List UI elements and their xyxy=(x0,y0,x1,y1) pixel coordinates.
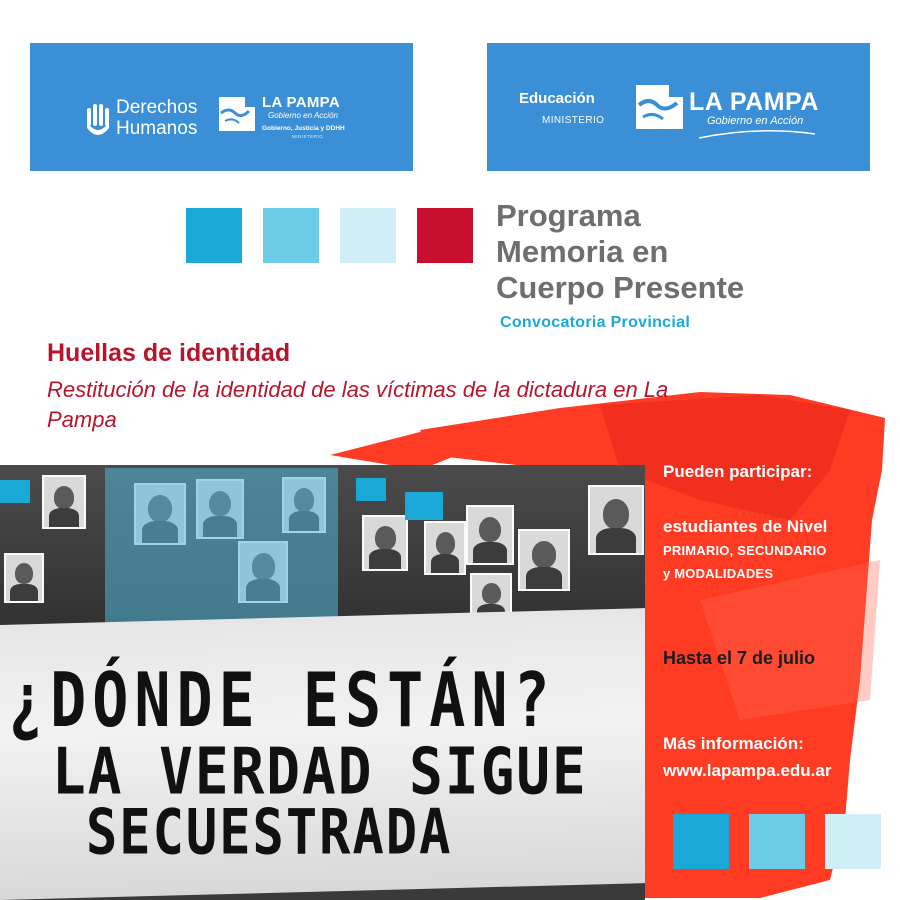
la-pampa-title: LA PAMPA xyxy=(689,88,819,116)
portrait-sign xyxy=(588,485,644,555)
program-title-line3: Cuerpo Presente xyxy=(496,270,745,305)
participants-heading: Pueden participar: xyxy=(663,462,813,481)
banner-text-line3: SECUESTRADA xyxy=(86,797,453,869)
participants-levels: PRIMARIO, SECUNDARIO xyxy=(663,543,827,558)
banner-text-line2: LA VERDAD SIGUE xyxy=(52,735,588,810)
hands-icon xyxy=(85,102,111,136)
mini-square-blue xyxy=(405,492,443,520)
portrait-sign xyxy=(362,515,408,571)
ministry-name: Gobierno, Justicia y DDHH xyxy=(262,125,345,132)
portrait-sign xyxy=(42,475,86,529)
la-pampa-subtitle: Gobierno en Acción xyxy=(268,111,338,120)
ministerio-label: MINISTERIO xyxy=(542,115,605,126)
theme-title: Huellas de identidad xyxy=(47,339,291,367)
ministry-label: MINISTERIO xyxy=(292,134,324,139)
la-pampa-map-icon xyxy=(631,79,689,135)
square-dark-blue xyxy=(186,208,242,263)
portrait-sign xyxy=(518,529,570,591)
mini-square-blue xyxy=(0,480,30,503)
la-pampa-subtitle: Gobierno en Acción xyxy=(707,115,804,127)
educacion-banner xyxy=(487,43,870,171)
banner-text-line1: ¿DÓNDE ESTÁN? xyxy=(8,657,556,745)
portrait-sign xyxy=(466,505,514,565)
la-pampa-map-icon xyxy=(215,93,259,135)
square-light-blue xyxy=(825,814,881,869)
program-title-line2: Memoria en xyxy=(496,234,669,269)
square-dark-blue xyxy=(673,814,729,869)
more-info-label: Más información: xyxy=(663,734,804,753)
portrait-sign xyxy=(424,521,466,575)
swoosh-icon xyxy=(697,128,817,140)
portrait-sign xyxy=(4,553,44,603)
website-link[interactable]: www.lapampa.edu.ar xyxy=(663,761,832,780)
mini-square-blue xyxy=(356,478,386,501)
square-light-blue xyxy=(340,208,396,263)
derechos-humanos-logo-text: Derechos Humanos xyxy=(116,97,198,139)
square-red xyxy=(417,208,473,263)
educacion-title: Educación xyxy=(519,90,595,107)
blue-overlay xyxy=(105,468,338,631)
participants-students: estudiantes de Nivel xyxy=(663,517,828,536)
convocatoria-label: Convocatoria Provincial xyxy=(500,314,691,331)
theme-subtitle: Restitución de la identidad de las víctimas de la dictadura en La Pampa xyxy=(47,377,669,432)
protest-photo xyxy=(0,465,645,900)
square-mid-blue xyxy=(263,208,319,263)
la-pampa-title: LA PAMPA xyxy=(262,94,340,111)
deadline: Hasta el 7 de julio xyxy=(663,648,816,668)
program-title-line1: Programa xyxy=(496,198,641,233)
square-mid-blue xyxy=(749,814,805,869)
derechos-humanos-banner xyxy=(30,43,413,171)
participants-modalities: y MODALIDADES xyxy=(663,566,774,581)
